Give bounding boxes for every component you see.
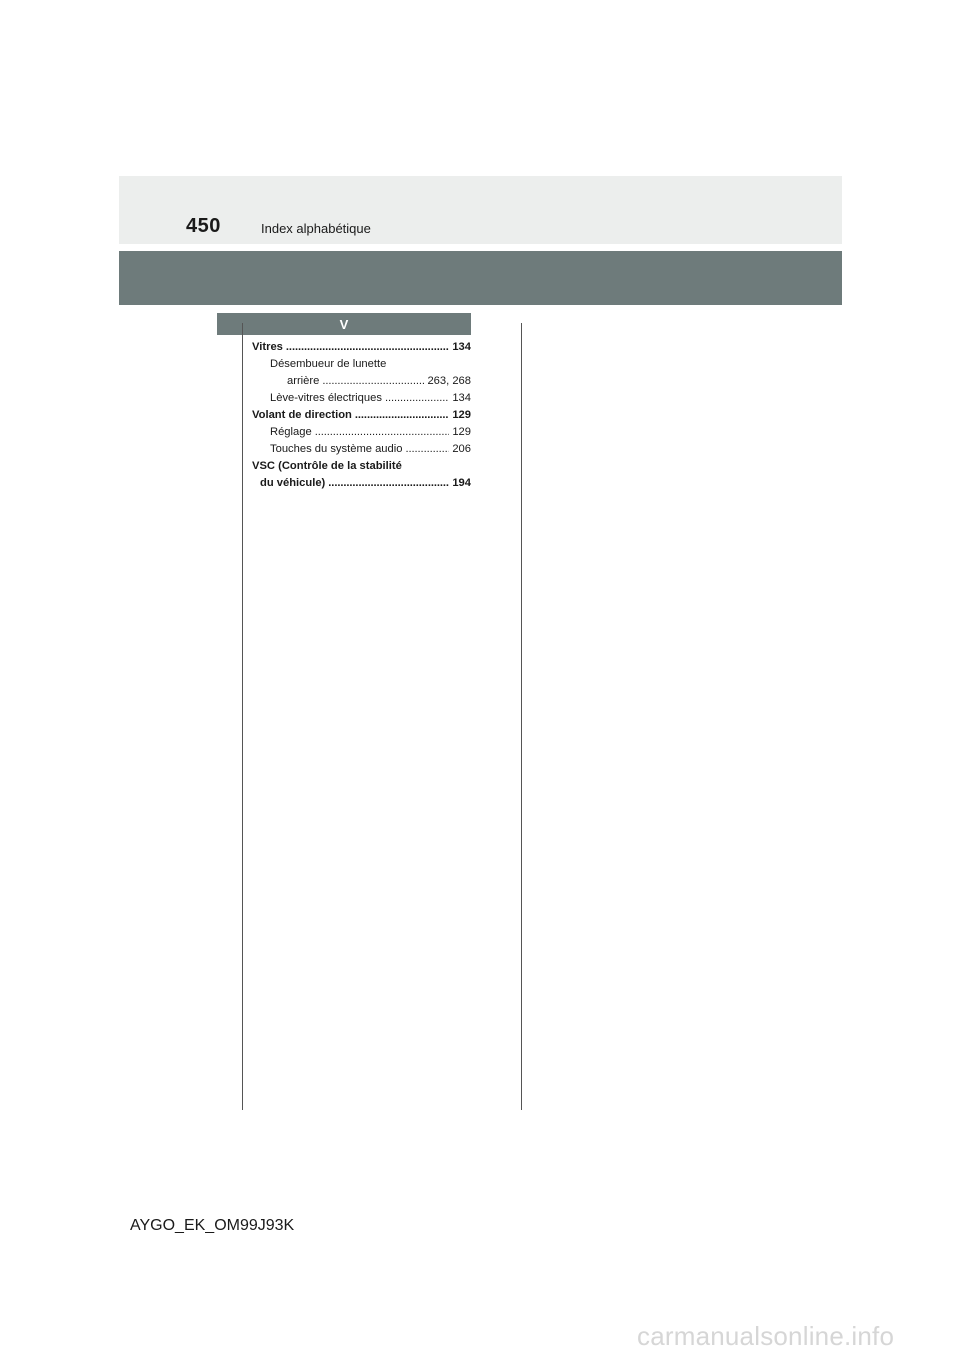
leader-dots	[405, 441, 449, 458]
index-entry	[252, 424, 471, 441]
section-title: Index alphabétique	[261, 221, 371, 236]
entry-term: VSC (Contrôle de la stabilité	[252, 460, 402, 472]
index-entry	[252, 373, 471, 390]
document-code: AYGO_EK_OM99J93K	[130, 1217, 295, 1234]
index-entry	[252, 407, 471, 424]
entry-term: Lève-vitres électriques	[270, 392, 382, 404]
entry-term: arrière	[287, 375, 320, 387]
entry-term: Volant de direction	[252, 409, 352, 421]
column-divider-left	[242, 323, 243, 1110]
leader-dots	[315, 424, 450, 441]
index-entry	[252, 441, 471, 458]
index-entry	[252, 339, 471, 356]
leader-dots	[322, 373, 424, 390]
index-entry	[252, 458, 471, 475]
watermark-text: carmanualsonline.info	[637, 1321, 895, 1351]
entry-page: 134	[452, 341, 471, 353]
entry-page: 134	[452, 392, 471, 404]
entry-term: Désembueur de lunette	[270, 358, 387, 370]
index-letter-tab: V	[217, 313, 471, 335]
entry-page: 206	[452, 443, 471, 455]
leader-dots	[355, 407, 449, 424]
entry-term: Touches du système audio	[270, 443, 403, 455]
leader-dots	[385, 390, 449, 407]
page-number: 450	[186, 215, 221, 237]
leader-dots	[286, 339, 449, 356]
leader-dots	[328, 475, 449, 492]
entry-term: du véhicule)	[260, 477, 326, 489]
entry-page: 263, 268	[427, 375, 471, 387]
entry-page: 129	[452, 426, 471, 438]
index-entry	[252, 390, 471, 407]
column-divider-right	[521, 323, 522, 1110]
header-band	[119, 176, 842, 244]
entry-page: 129	[452, 409, 471, 421]
index-entry	[252, 356, 471, 373]
index-entry	[252, 475, 471, 492]
entry-page: 194	[452, 477, 471, 489]
header-bar	[119, 251, 842, 305]
entry-term: Réglage	[270, 426, 312, 438]
entry-term: Vitres	[252, 341, 283, 353]
index-entry-list	[252, 339, 471, 492]
